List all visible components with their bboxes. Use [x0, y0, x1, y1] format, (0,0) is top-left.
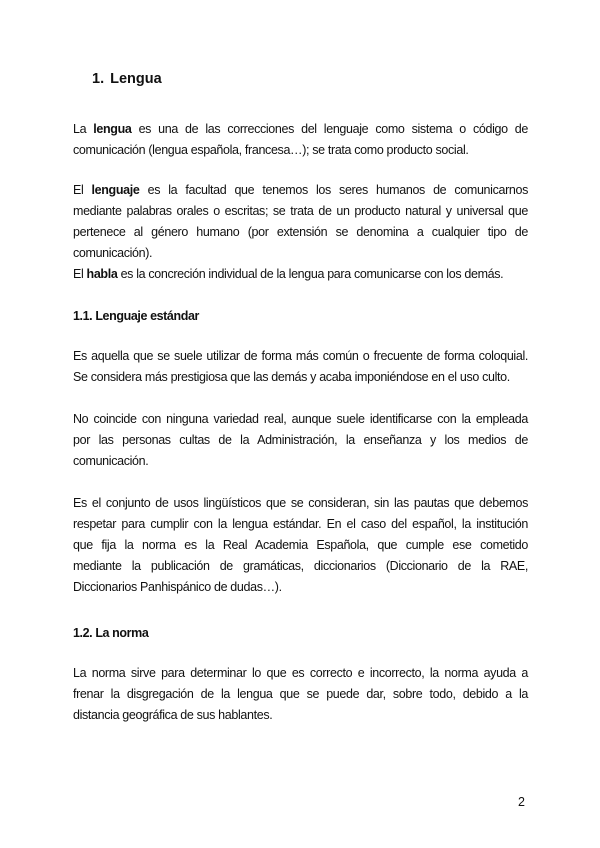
paragraph-line: distancia geográfica de sus hablantes.: [73, 708, 273, 722]
paragraph-norma: [73, 663, 528, 726]
paragraph-habla: [73, 264, 528, 285]
paragraph-line: por las personas cultas de la Administración, la enseñanza y los medios de: [73, 433, 528, 447]
paragraph-line: No coincide con ninguna variedad real, aunque suele identificarse con la empleada: [73, 412, 528, 426]
subsection-heading-lenguaje-estandar: 1.1. Lenguaje estándar: [73, 309, 199, 323]
paragraph-line: comunicación (lengua española, francesa…); se trata como producto social.: [73, 143, 469, 157]
subsection-heading-la-norma: 1.2. La norma: [73, 626, 149, 640]
section-number: 1.: [92, 71, 105, 87]
section-title: Lengua: [110, 71, 162, 87]
paragraph-line: mediante la publicación de gramáticas, diccionarios (Diccionario de la RAE,: [73, 559, 528, 573]
paragraph-lengua: [73, 119, 528, 161]
section-heading-lengua: [92, 71, 162, 87]
paragraph-line: Diccionarios Panhispánico de dudas…).: [73, 580, 282, 594]
paragraph-line: Es el conjunto de usos lingüísticos que se consideran, sin las pautas que debemos: [73, 496, 528, 510]
paragraph-line: pertenece al género humano (por extensión se denomina a cualquier tipo de: [73, 225, 528, 239]
paragraph-line: El lenguaje es la facultad que tenemos los seres humanos de comunicarnos: [73, 183, 529, 197]
paragraph-line: La lengua es una de las correcciones del lenguaje como sistema o código de: [73, 122, 529, 136]
paragraph-line: El habla es la concreción individual de la lengua para comunicarse con los demás.: [73, 267, 504, 281]
paragraph-line: mediante palabras orales o escritas; se trata de un producto natural y universal que: [73, 204, 528, 218]
page-number: 2: [518, 795, 525, 809]
paragraph-estandar-3: [73, 493, 528, 598]
paragraph-line: comunicación).: [73, 246, 153, 260]
paragraph-line: La norma sirve para determinar lo que es correcto e incorrecto, la norma ayuda a: [73, 666, 528, 680]
paragraph-line: frenar la disgregación de la lengua que se puede dar, sobre todo, debido a la: [73, 687, 528, 701]
paragraph-line: que fija la norma es la Real Academia Española, que cumple ese cometido: [73, 538, 528, 552]
paragraph-estandar-1: [73, 346, 528, 388]
bold-term-habla: habla: [86, 267, 118, 281]
paragraph-estandar-2: [73, 409, 528, 472]
bold-term-lenguaje: lenguaje: [91, 183, 140, 197]
paragraph-line: Se considera más prestigiosa que las demás y acaba imponiéndose en el uso culto.: [73, 370, 510, 384]
paragraph-line: respetar para cumplir con la lengua estándar. En el caso del español, la institución: [73, 517, 528, 531]
bold-term-lengua: lengua: [93, 122, 132, 136]
paragraph-line: comunicación.: [73, 454, 149, 468]
paragraph-line: Es aquella que se suele utilizar de forma más común o frecuente de forma coloquial.: [73, 349, 528, 363]
paragraph-lenguaje: [73, 180, 528, 264]
